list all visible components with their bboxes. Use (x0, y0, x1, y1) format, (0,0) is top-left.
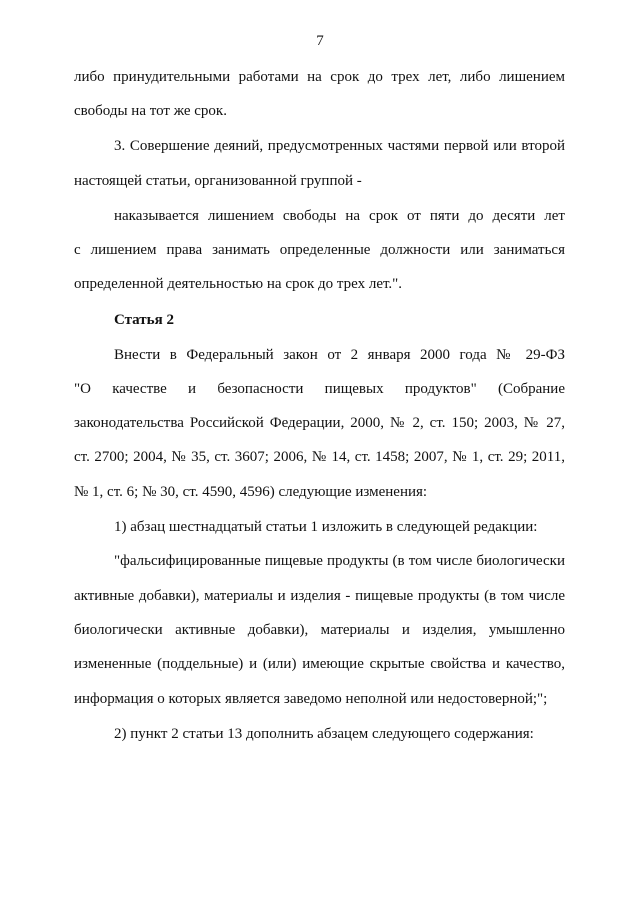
text-line-5: наказывается лишением свободы на срок от пяти до десяти лет (114, 208, 565, 224)
text-line-19: информация о которых является заведомо неполной или недостоверной;"; (74, 691, 548, 707)
text-line-17: биологически активные добавки), материалы и изделия, умышленно (74, 622, 565, 638)
text-line-2: свободы на тот же срок. (74, 103, 227, 119)
text-line-6: с лишением права занимать определенные должности или заниматься (74, 242, 565, 258)
text-line-10: "О качестве и безопасности пищевых продуктов" (Собрание (74, 381, 565, 397)
text-line-1: либо принудительными работами на срок до трех лет, либо лишением (74, 69, 565, 85)
text-line-4: настоящей статьи, организованной группой - (74, 173, 362, 189)
page-number: 7 (316, 33, 324, 49)
text-line-18: измененные (поддельные) и (или) имеющие скрытые свойства и качество, (74, 656, 565, 672)
text-line-16: активные добавки), материалы и изделия - пищевые продукты (в том числе (74, 588, 565, 604)
text-line-13: № 1, ст. 6; № 30, ст. 4590, 4596) следующие изменения: (74, 484, 428, 500)
text-line-7: определенной деятельностью на срок до трех лет.". (74, 276, 403, 292)
text-line-20: 2) пункт 2 статьи 13 дополнить абзацем следующего содержания: (114, 726, 534, 742)
text-line-14: 1) абзац шестнадцатый статьи 1 изложить в следующей редакции: (114, 519, 538, 535)
text-line-11: законодательства Российской Федерации, 2000, № 2, ст. 150; 2003, № 27, (74, 415, 565, 431)
article-heading: Статья 2 (114, 312, 174, 328)
text-line-15: "фальсифицированные пищевые продукты (в том числе биологически (114, 553, 565, 569)
text-line-9: Внести в Федеральный закон от 2 января 2000 года № 29-ФЗ (114, 347, 565, 363)
text-line-3: 3. Совершение деяний, предусмотренных частями первой или второй (114, 138, 565, 154)
text-line-12: ст. 2700; 2004, № 35, ст. 3607; 2006, № 14, ст. 1458; 2007, № 1, ст. 29; 2011, (74, 449, 565, 465)
